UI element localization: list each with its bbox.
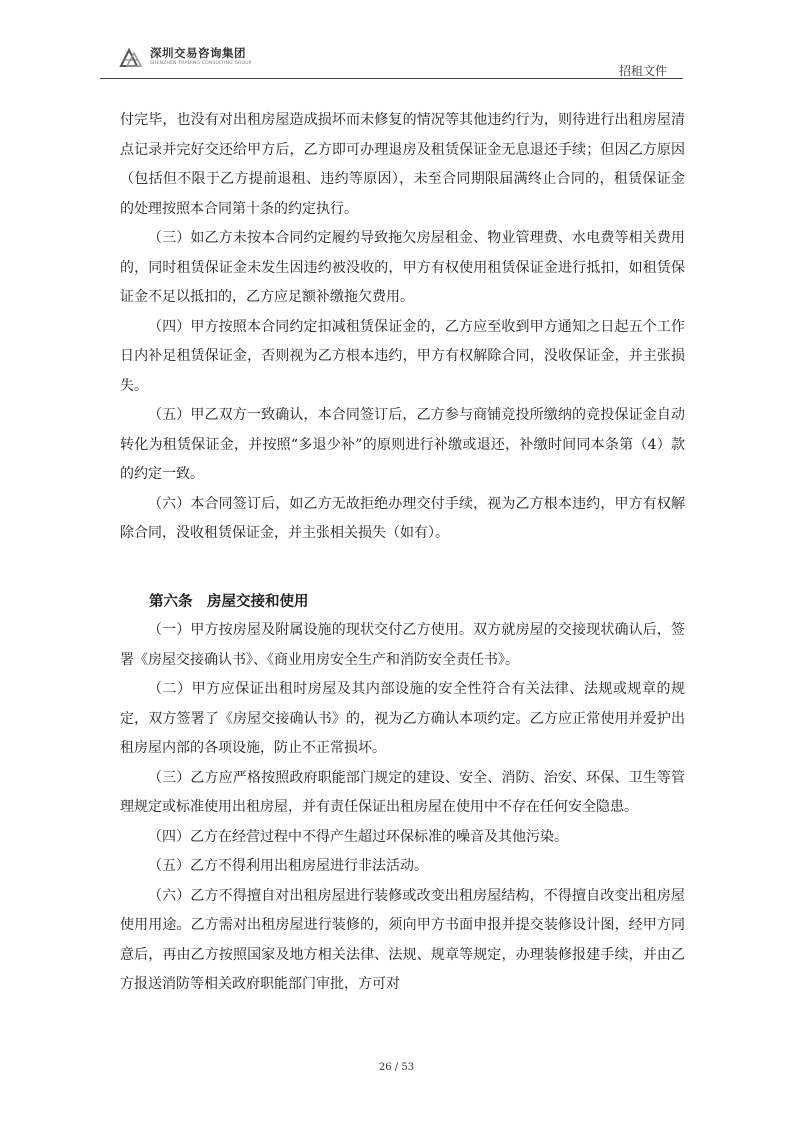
paragraph-clause-4: （四）甲方按照本合同约定扣减租赁保证金的，乙方应至收到甲方通知之日起五个工作日内补足租赁保证金，否则视为乙方根本违约，甲方有权解除合同，没收保证金，并主张损失。 — [120, 318, 685, 394]
paragraph-article6-6: （六）乙方不得擅自对出租房屋进行装修或改变出租房屋结构，不得擅自改变出租房屋使用用途。乙方需对出租房屋进行装修的，须向甲方书面申报并提交装修设计图，经甲方同意后，再由乙方按照国家及地方相关法律、法规、规章等规定，办理装修报建手续，并由乙方报送消防等相关政府职能部门审批，方可对 — [120, 887, 685, 992]
logo-name-en: SHENZHEN TRADING CONSULTING GROUP — [150, 60, 252, 66]
header-divider — [100, 78, 683, 79]
paragraph-article6-1: （一）甲方按房屋及附属设施的现状交付乙方使用。双方就房屋的交接现状确认后，签署《房屋交接确认书》、《商业用房安全生产和消防安全责任书》。 — [120, 622, 685, 668]
section-title-article-6: 第六条 房屋交接和使用 — [149, 592, 309, 610]
paragraph-clause-3: （三）如乙方未按本合同约定履约导致拖欠房屋租金、物业管理费、水电费等相关费用的，同时租赁保证金未发生因违约被没收的，甲方有权使用租赁保证金进行抵扣，如租赁保证金不足以抵扣的，乙方应足额补缴拖欠费用。 — [120, 230, 685, 305]
paragraph-article6-2: （二）甲方应保证出租时房屋及其内部设施的安全性符合有关法律、法规或规章的规定，双方签署了《房屋交接确认书》的，视为乙方确认本项约定。乙方应正常使用并爱护出租房屋内部的各项设施，防止不正常损坏。 — [120, 681, 685, 756]
document-type-label: 招租文件 — [618, 64, 667, 78]
paragraph-continued: 付完毕，也没有对出租房屋造成损坏而未修复的情况等其他违约行为，则待进行出租房屋清点记录并完好交还给甲方后，乙方即可办理退房及租赁保证金无息退还手续；但因乙方原因（包括但不限于乙方提前退租、违约等原因），未至合同期限届满终止合同的，租赁保证金的处理按照本合同第十条的约定执行。 — [120, 112, 685, 217]
company-logo — [118, 44, 252, 70]
logo-icon — [118, 44, 144, 70]
paragraph-article6-3: （三）乙方应严格按照政府职能部门规定的建设、安全、消防、治安、环保、卫生等管理规定或标准使用出租房屋，并有责任保证出租房屋在使用中不存在任何安全隐患。 — [120, 769, 685, 815]
paragraph-article6-5: （五）乙方不得利用出租房屋进行非法活动。 — [148, 858, 428, 874]
page-header — [100, 40, 683, 80]
page-number: 26 / 53 — [378, 1062, 415, 1073]
paragraph-article6-4: （四）乙方在经营过程中不得产生超过环保标准的噪音及其他污染。 — [148, 828, 568, 845]
document-body — [120, 106, 685, 1000]
paragraph-clause-6: （六）本合同签订后，如乙方无故拒绝办理交付手续，视为乙方根本违约，甲方有权解除合同，没收租赁保证金，并主张相关损失（如有）。 — [120, 495, 685, 541]
paragraph-clause-5: （五）甲乙双方一致确认，本合同签订后，乙方参与商铺竞投所缴纳的竞投保证金自动转化为租赁保证金，并按照“多退少补”的原则进行补缴或退还，补缴时间同本条第（4）款的约定一致。 — [120, 407, 685, 482]
logo-name-cn: 深圳交易咨询集团 — [150, 46, 246, 60]
